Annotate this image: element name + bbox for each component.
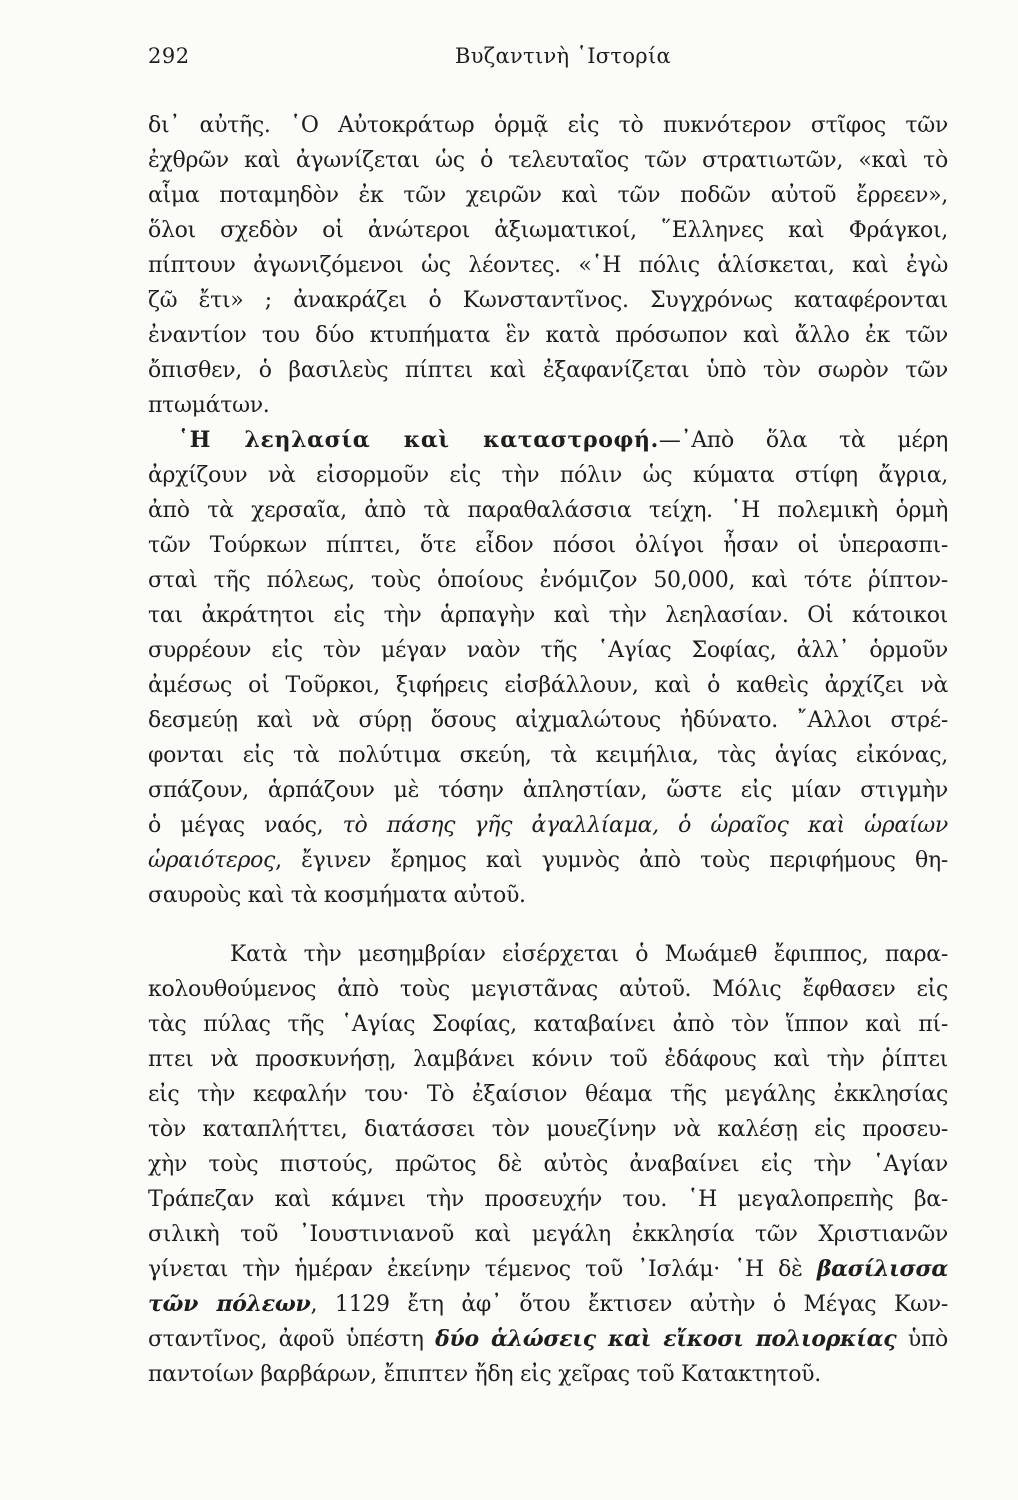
emphasis-phrase: δύο ἁλώσεις καὶ εἴκοσι πολιορκίας (435, 1326, 897, 1352)
text-run: , 1129 ἔτη ἀφ᾽ ὅτου ἔκτισεν αὐτὴν ὁ Μέγας Κων- (310, 1292, 948, 1317)
paragraph (148, 423, 948, 913)
text-line: φονται εἰς τὰ πολύτιμα σκεύη, τὰ κειμήλια, τὰς ἁγίας εἰκόνας, (148, 743, 948, 768)
text-run: σταντῖνος, ἀφοῦ ὑπέστη (148, 1327, 436, 1352)
running-title: Βυζαντινὴ ῾Ιστορία (455, 44, 671, 68)
text-line: παντοίων βαρβάρων, ἔπιπτεν ἤδη εἰς χεῖρας τοῦ Κατακτητοῦ. (148, 1362, 821, 1387)
text-line: ἐχθρῶν καὶ ἀγωνίζεται ὡς ὁ τελευταῖος τῶν στρατιωτῶν, «καὶ τὸ (148, 148, 948, 173)
text-line: ἐναντίον του δύο κτυπήματα ἓν κατὰ πρόσωπον καὶ ἄλλο ἐκ τῶν (148, 323, 948, 348)
text-line: Τράπεζαν καὶ κάμνει τὴν προσευχήν του. ῾Η μεγαλοπρεπὴς βα- (148, 1187, 948, 1212)
text-line: ὄπισθεν, ὁ βασιλεὺς πίπτει καὶ ἐξαφανίζεται ὑπὸ τὸν σωρὸν τῶν (148, 358, 948, 383)
text-line: χὴν τοὺς πιστούς, πρῶτος δὲ αὐτὸς ἀναβαίνει εἰς τὴν ῾Αγίαν (148, 1152, 948, 1177)
text-line: ζῶ ἔτι» ; ἀνακράζει ὁ Κωνσταντῖνος. Συγχρόνως καταφέρονται (148, 288, 948, 313)
text-line (148, 423, 948, 458)
text-line: Κατὰ τὴν μεσημβρίαν εἰσέρχεται ὁ Μωάμεθ ἔφιππος, παρα- (230, 942, 948, 967)
text-run: ὁ μέγας ναός, (148, 813, 343, 838)
text-run: , ἔγινεν ἔρημος καὶ γυμνὸς ἀπὸ τοὺς περιφήμους θη- (275, 848, 948, 873)
text-line (148, 1322, 948, 1357)
text-line: σιλικὴ τοῦ ᾿Ιουστινιανοῦ καὶ μεγάλη ἐκκλησία τῶν Χριστιανῶν (148, 1222, 948, 1247)
text-line: ἀπὸ τὰ χερσαῖα, ἀπὸ τὰ παραθαλάσσια τείχη. ῾Η πολεμικὴ ὁρμὴ (148, 498, 948, 523)
text-line: πτωμάτων. (148, 393, 270, 418)
text-line: ὅλοι σχεδὸν οἱ ἀνώτεροι ἀξιωματικοί, ῞Ελληνες καὶ Φράγκοι, (148, 218, 948, 243)
italic-quote: ὡραιότερος (148, 848, 276, 873)
text-line: τὰς πύλας τῆς ῾Αγίας Σοφίας, καταβαίνει ἀπὸ τὸν ἵππον καὶ πί- (148, 1012, 948, 1037)
text-line (148, 1252, 948, 1287)
emphasis-phrase: βασίλισσα (816, 1256, 948, 1282)
text-line: δι᾽ αὐτῆς. ῾Ο Αὐτοκράτωρ ὁρμᾷ εἰς τὸ πυκνότερον στῖφος τῶν (148, 113, 948, 138)
text-line: πτει νὰ προσκυνήσῃ, λαμβάνει κόνιν τοῦ ἐδάφους καὶ τὴν ῥίπτει (148, 1047, 948, 1072)
text-line (148, 808, 948, 843)
text-line: σταὶ τῆς πόλεως, τοὺς ὁποίους ἐνόμιζον 50,000, καὶ τότε ῥίπτον- (148, 568, 948, 593)
text-run: —᾿Απὸ ὅλα τὰ μέρη (658, 428, 948, 453)
italic-quote: τὸ πάσης γῆς ἀγαλλίαμα, ὁ ὡραῖος καὶ ὡραίων (342, 813, 949, 838)
page-number: 292 (148, 44, 190, 68)
text-run: ὑπὸ (896, 1327, 948, 1352)
section-heading: ῾Η λεηλασία καὶ καταστροφή. (178, 427, 659, 453)
text-line: αἷμα ποταμηδὸν ἐκ τῶν χειρῶν καὶ τῶν ποδῶν αὐτοῦ ἔρρεεν», (148, 183, 948, 208)
text-line: πίπτουν ἀγωνιζόμενοι ὡς λέοντες. «῾Η πόλις ἁλίσκεται, καὶ ἐγὼ (148, 253, 948, 278)
text-line (148, 1287, 948, 1322)
text-line: ἀρχίζουν νὰ εἰσορμοῦν εἰς τὴν πόλιν ὡς κύματα στίφη ἄγρια, (148, 463, 948, 488)
text-line: ἀμέσως οἱ Τοῦρκοι, ξιφήρεις εἰσβάλλουν, καὶ ὁ καθεὶς ἀρχίζει νὰ (148, 673, 948, 698)
text-line: συρρέουν εἰς τὸν μέγαν ναὸν τῆς ῾Αγίας Σοφίας, ἀλλ᾽ ὁρμοῦν (148, 638, 948, 663)
text-line: εἰς τὴν κεφαλήν του· Τὸ ἐξαίσιον θέαμα τῆς μεγάλης ἐκκλησίας (148, 1082, 948, 1107)
text-line: σπάζουν, ἁρπάζουν μὲ τόσην ἀπληστίαν, ὥστε εἰς μίαν στιγμὴν (148, 778, 948, 803)
body-text (148, 108, 948, 1392)
paragraph (148, 937, 948, 1392)
text-line: σαυροὺς καὶ τὰ κοσμήματα αὐτοῦ. (148, 883, 526, 908)
text-line: τῶν Τούρκων πίπτει, ὅτε εἶδον πόσοι ὀλίγοι ἦσαν οἱ ὑπερασπι- (148, 533, 948, 558)
paragraph (148, 108, 948, 423)
text-line: κολουθούμενος ἀπὸ τοὺς μεγιστᾶνας αὐτοῦ. Μόλις ἔφθασεν εἰς (148, 977, 948, 1002)
text-line: δεσμεύῃ καὶ νὰ σύρῃ ὅσους αἰχμαλώτους ἠδύνατο. ῎Αλλοι στρέ- (148, 708, 948, 733)
emphasis-phrase: τῶν πόλεων (148, 1291, 311, 1317)
text-line (148, 843, 948, 878)
text-line: τὸν καταπλήττει, διατάσσει τὸν μουεζίνην νὰ καλέσῃ εἰς προσευ- (148, 1117, 948, 1142)
text-line: ται ἀκράτητοι εἰς τὴν ἁρπαγὴν καὶ τὴν λεηλασίαν. Οἱ κάτοικοι (148, 603, 948, 628)
text-run: γίνεται τὴν ἡμέραν ἐκείνην τέμενος τοῦ ᾿Ισλάμ· ῾Η δὲ (148, 1257, 817, 1282)
